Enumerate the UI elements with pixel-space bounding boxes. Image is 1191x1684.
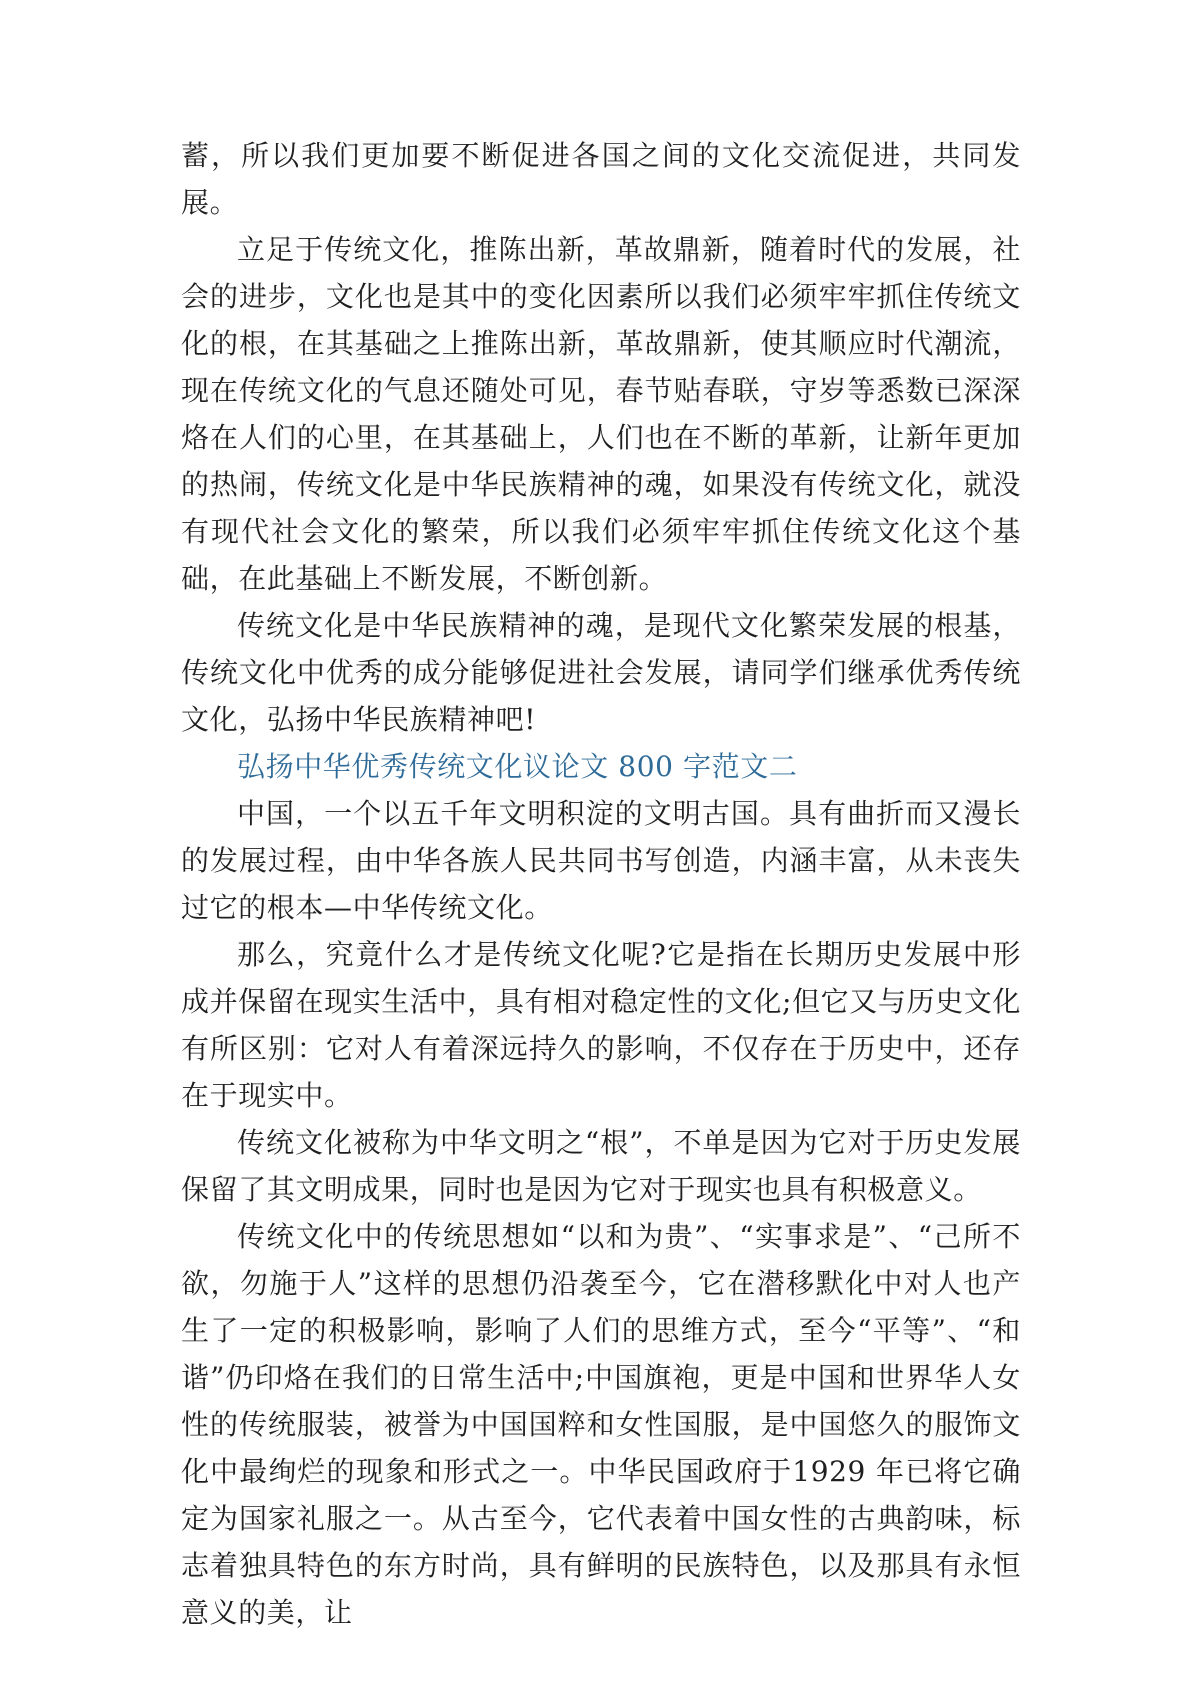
document-page: [181, 132, 1021, 1636]
paragraph-definition: 那么，究竟什么才是传统文化呢?它是指在长期历史发展中形成并保留在现实生活中，具有相对稳定性的文化;但它又与历史文化有所区别：它对人有着深远持久的影响，不仅存在于历史中，还存在于现实中。: [181, 938, 1021, 1112]
paragraph-innovation: 立足于传统文化，推陈出新，革故鼎新，随着时代的发展，社会的进步，文化也是其中的变化因素所以我们必须牢牢抓住传统文化的根，在其基础之上推陈出新，革故鼎新，使其顺应时代潮流，现在传统文化的气息还随处可见，春节贴春联，守岁等悉数已深深烙在人们的心里，在其基础上，人们也在不断的革新，让新年更加的热闹，传统文化是中华民族精神的魂，如果没有传统文化，就没有现代社会文化的繁荣，所以我们必须牢牢抓住传统文化这个基础，在此基础上不断发展，不断创新。: [181, 233, 1021, 595]
paragraph-continuation: 蓄，所以我们更加要不断促进各国之间的文化交流促进，共同发展。: [181, 139, 1021, 219]
paragraph-traditional-thought: 传统文化中的传统思想如“以和为贵”、“实事求是”、“己所不欲，勿施于人”这样的思想仍沿袭至今，它在潜移默化中对人也产生了一定的积极影响，影响了人们的思维方式，至今“平等”、“和谐”仍印烙在我们的日常生活中;中国旗袍，更是中国和世界华人女性的传统服装，被誉为中国国粹和女性国服，是中国悠久的服饰文化中最绚烂的现象和形式之一。中华民国政府于1929 年已将它确定为国家礼服之一。从古至今，它代表着中国女性的古典韵味，标志着独具特色的东方时尚，具有鲜明的民族特色，以及那具有永恒意义的美，让: [181, 1220, 1021, 1629]
section-heading: 弘扬中华优秀传统文化议论文 800 字范文二: [237, 750, 798, 783]
paragraph-china-intro: 中国，一个以五千年文明积淀的文明古国。具有曲折而又漫长的发展过程，由中华各族人民共同书写创造，内涵丰富，从未丧失过它的根本—中华传统文化。: [181, 797, 1021, 924]
paragraph-root: 传统文化被称为中华文明之“根”，不单是因为它对于历史发展保留了其文明成果，同时也是因为它对于现实也具有积极意义。: [181, 1126, 1021, 1206]
paragraph-conclusion: 传统文化是中华民族精神的魂，是现代文化繁荣发展的根基，传统文化中优秀的成分能够促进社会发展，请同学们继承优秀传统文化，弘扬中华民族精神吧!: [181, 609, 1021, 736]
